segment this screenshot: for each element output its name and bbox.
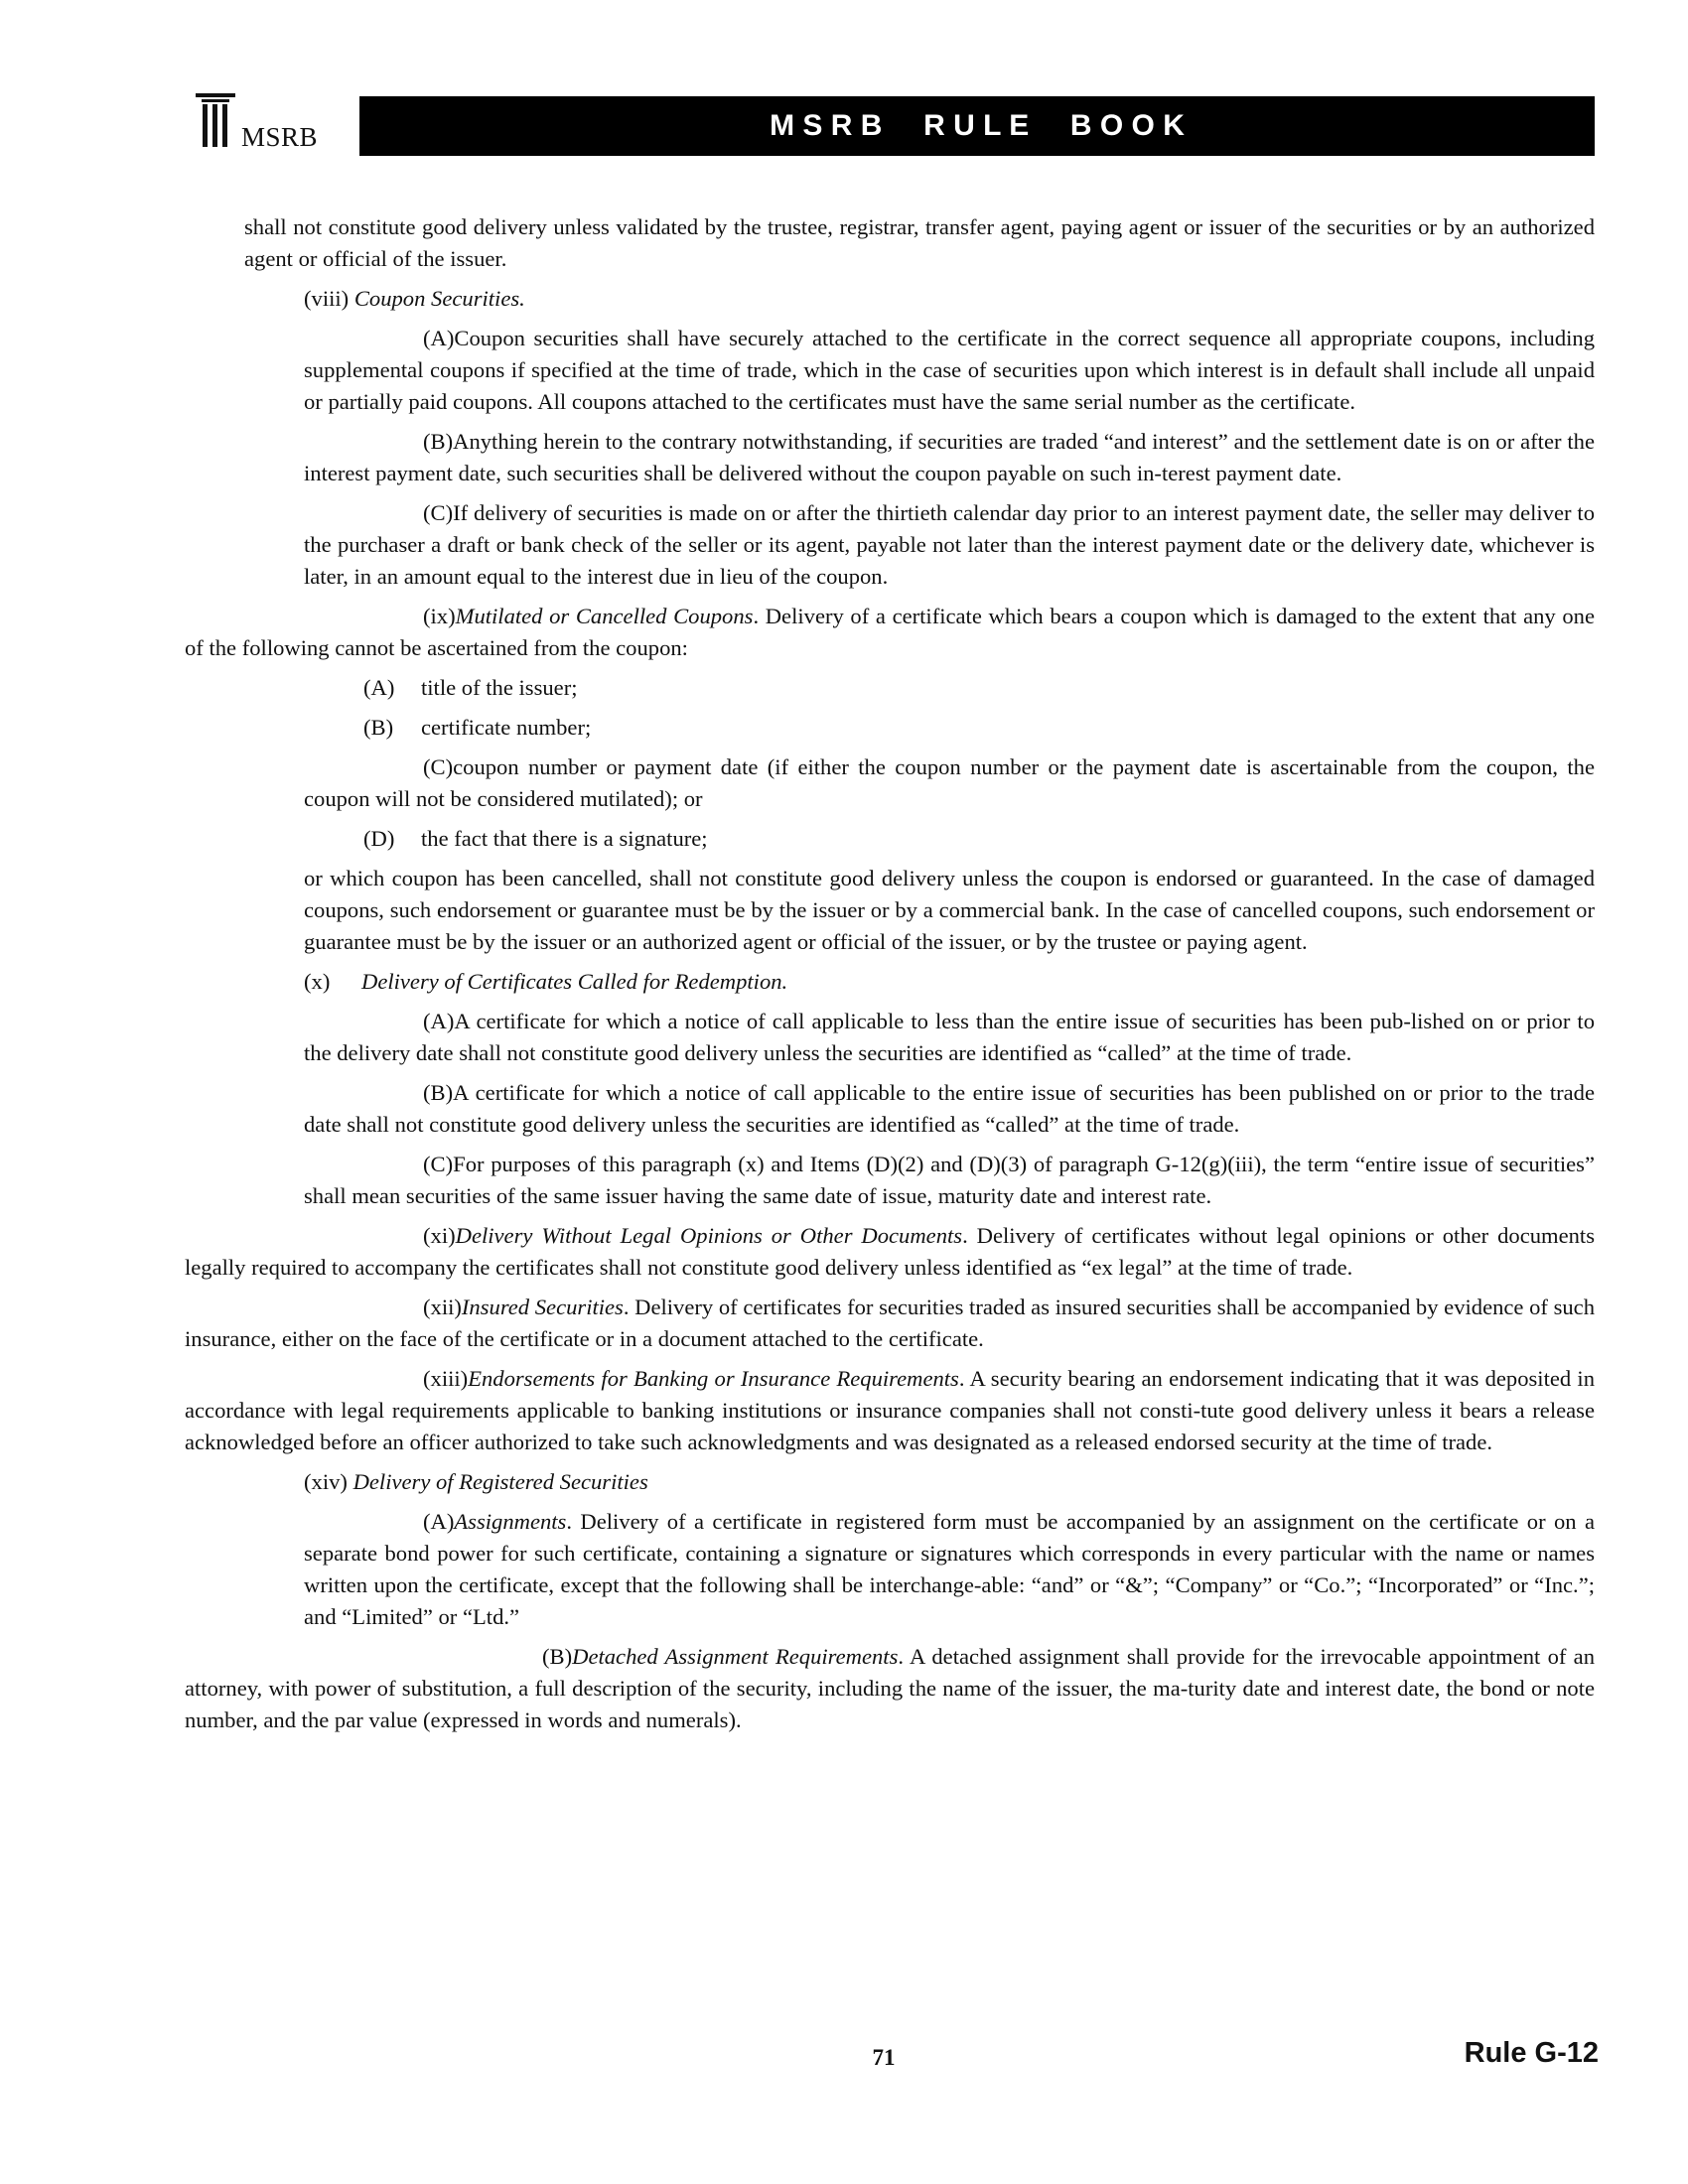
item-label: (B) — [423, 429, 454, 454]
section-title: Delivery of Certificates Called for Redemption. — [361, 969, 788, 994]
column-pillar-icon — [194, 93, 237, 149]
item-text: Anything herein to the contrary notwithstanding, if securities are traded “and interest” and the settlement date is on or after the interest payment date, such securities shall be delivered without the coupon payable on such in-terest payment date. — [304, 429, 1595, 485]
section-label: (viii) — [304, 286, 350, 311]
section-title: Mutilated or Cancelled Coupons — [455, 604, 754, 628]
section-label: (xi) — [423, 1223, 456, 1248]
item-text: A certificate for which a notice of call applicable to the entire issue of securities has been published on or prior to the trade date shall not constitute good delivery unless the securities are identified as “called” at the time of trade. — [304, 1080, 1595, 1137]
title-bar — [359, 96, 1595, 156]
item-label: (A) — [363, 675, 395, 700]
item-title: Detached Assignment Requirements — [572, 1644, 899, 1669]
section-ix-c — [304, 751, 1595, 815]
section-xiv-a — [304, 1506, 1595, 1633]
section-title: Delivery of Registered Securities — [352, 1469, 648, 1494]
section-title: Coupon Securities. — [353, 286, 525, 311]
item-text: title of the issuer; — [421, 675, 578, 700]
section-text: . Delivery of a certificate which bears a coupon which is damaged to the extent that any one of the following cannot be ascertained from the coupon: — [185, 604, 1595, 660]
section-x-b — [304, 1077, 1595, 1141]
section-viii-a — [304, 323, 1595, 418]
section-text: . A security bearing an endorsement indicating that it was deposited in accordance with legal requirements applicable to banking institutions or insurance companies shall not consti-tute good delivery unless it bears a release acknowledged before an officer authorized to take such acknowledgments and was designated as a released endorsed security at the time of trade. — [185, 1366, 1595, 1454]
item-label: (B) — [423, 1080, 454, 1105]
section-ix — [185, 601, 1595, 664]
rule-label: Rule G-12 — [1464, 2037, 1599, 2069]
section-xii — [185, 1292, 1595, 1355]
item-text: Coupon securities shall have securely attached to the certificate in the correct sequence all appropriate coupons, including supplemental coupons if specified at the time of trade, which in the case of securities upon which interest is in default shall include all unpaid or partially paid coupons. All coupons attached to the certificates must have the same serial number as the certificate. — [304, 326, 1595, 414]
paragraph-continuation: shall not constitute good delivery unless validated by the trustee, registrar, transfer agent, paying agent or issuer of the securities or by an authorized agent or official of the issuer. — [244, 214, 1595, 271]
section-ix-b — [363, 712, 1595, 744]
section-viii-c — [304, 497, 1595, 593]
section-title: Endorsements for Banking or Insurance Requirements — [468, 1366, 959, 1391]
item-text: . Delivery of a certificate in registered form must be accompanied by an assignment on the certificate or on a separate bond power for such certificate, containing a signature or signatures which corresponds in every particular with the name or names written upon the certificate, except that the following shall be interchange-able: “and” or “&”; “Company” or “Co.”; “Incorporated” or “Inc.”; and “Limited” or “Ltd.” — [304, 1509, 1595, 1629]
item-label: (C) — [423, 500, 454, 525]
section-x-a — [304, 1006, 1595, 1069]
section-label: (xiv) — [304, 1469, 348, 1494]
section-ix-tail: or which coupon has been cancelled, shall not constitute good delivery unless the coupon is endorsed or guaranteed. In the case of damaged coupons, such endorsement or guarantee must be by the issuer or by a commercial bank. In the case of cancelled coupons, such endorsement or guarantee must be by the issuer or an authorized agent or official of the issuer, or by the trustee or paying agent. — [304, 866, 1595, 954]
section-xiii — [185, 1363, 1595, 1458]
section-x-c — [304, 1149, 1595, 1212]
item-text: A certificate for which a notice of call applicable to less than the entire issue of securities has been pub-lished on or prior to the delivery date shall not constitute good delivery unless the securities are identified as “called” at the time of trade. — [304, 1009, 1595, 1065]
section-x-heading — [304, 966, 1595, 998]
section-label: (x) — [304, 969, 331, 994]
item-text: the fact that there is a signature; — [421, 826, 708, 851]
section-viii-heading — [304, 283, 1595, 315]
item-text: coupon number or payment date (if either the coupon number or the payment date is ascertainable from the coupon, the coupon will not be considered mutilated); or — [304, 754, 1595, 811]
section-xiv-b — [185, 1641, 1595, 1736]
section-ix-a — [363, 672, 1595, 704]
section-ix-d — [363, 823, 1595, 855]
item-label: (B) — [363, 715, 394, 740]
logo-text: MSRB — [241, 122, 319, 152]
section-xiv-heading — [304, 1466, 1595, 1498]
msrb-logo — [194, 87, 343, 157]
item-label: (C) — [423, 754, 454, 779]
item-label: (D) — [363, 826, 395, 851]
item-text: certificate number; — [421, 715, 592, 740]
section-viii-b — [304, 426, 1595, 489]
item-label: (B) — [542, 1644, 573, 1669]
rulebook-title: M S R B R U L E B O O K — [770, 109, 1185, 142]
item-label: (A) — [423, 326, 455, 350]
section-title: Delivery Without Legal Opinions or Other Documents — [455, 1223, 963, 1248]
item-label: (A) — [423, 1509, 455, 1534]
item-text: If delivery of securities is made on or after the thirtieth calendar day prior to an interest payment date, the seller may deliver to the purchaser a draft or bank check of the seller or its agent, payable not later than the interest payment date or the delivery date, whichever is later, in an amount equal to the interest due in lieu of the coupon. — [304, 500, 1595, 589]
section-label: (ix) — [423, 604, 456, 628]
page-number: 71 — [872, 2045, 896, 2070]
item-text: . A detached assignment shall provide for the irrevocable appointment of an attorney, with power of substitution, a full description of the security, including the name of the issuer, the ma-turity date and interest date, the bond or note number, and the par value (expressed in words and numerals). — [185, 1644, 1595, 1732]
section-label: (xii) — [423, 1295, 462, 1319]
item-label: (A) — [423, 1009, 455, 1033]
section-label: (xiii) — [423, 1366, 469, 1391]
section-text: . Delivery of certificates for securities traded as insured securities shall be accompanied by evidence of such insurance, either on the face of the certificate or in a document attached to the certificate. — [185, 1295, 1596, 1351]
item-title: Assignments — [454, 1509, 567, 1534]
section-title: Insured Securities — [461, 1295, 624, 1319]
item-text: For purposes of this paragraph (x) and Items (D)(2) and (D)(3) of paragraph G-12(g)(iii), the term “entire issue of securities” shall mean securities of the same issuer having the same date of issue, maturity date and interest rate. — [304, 1152, 1595, 1208]
section-xi — [185, 1220, 1595, 1284]
document-body — [185, 211, 1596, 1744]
section-text: . Delivery of certificates without legal opinions or other documents legally required to accompany the certificates shall not constitute good delivery unless identified as “ex legal” at the time of trade. — [185, 1223, 1595, 1280]
item-label: (C) — [423, 1152, 454, 1176]
